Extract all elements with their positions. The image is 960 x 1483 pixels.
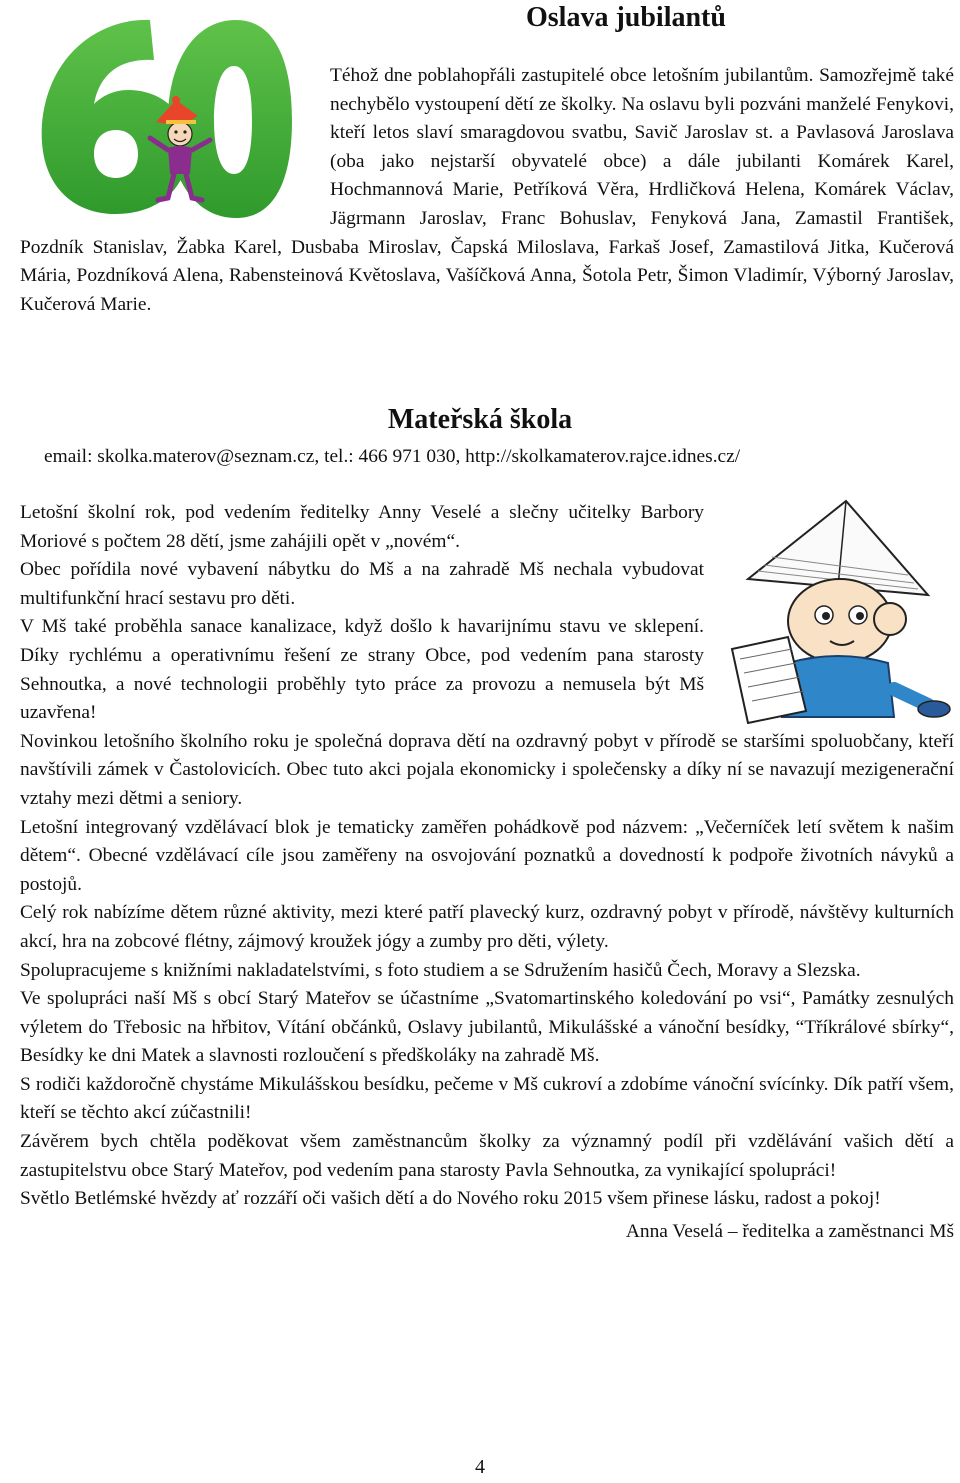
- paragraph-2: Obec pořídila nové vybavení nábytku do Mš a na zahradě Mš nechala vybudovat multifunkční hrací sestavu pro děti.: [20, 559, 704, 609]
- logo-float-spacer: [20, 62, 330, 232]
- boy-with-paper-hat-and-book-icon: [718, 499, 954, 724]
- paragraph-1: Letošní školní rok, pod vedením ředitelky Anny Veselé a slečny učitelky Barbory Moriové s počtem 28 dětí, jsme zahájili opět v „novém“.: [20, 502, 704, 552]
- paragraph-3: V Mš také proběhla sanace kanalizace, když došlo k havarijnímu stavu ve sklepení. Díky rychlému a operativnímu řešení ze strany Obce, pod vedením pana starosty Sehnoutka, a nové technologii proběhly tyto práce za provozu a nemusela být Mš uzavřena!: [20, 616, 704, 724]
- paragraph-9: S rodiči každoročně chystáme Mikulášskou besídku, pečeme v Mš cukroví a zdobíme vánoční svícínky. Dík patří všem, kteří se těchto akcí zúčastnili!: [20, 1073, 954, 1124]
- paragraph-10: Závěrem bych chtěla poděkovat všem zaměstnancům školky za významný podíl při vzdělávání vašich dětí a zastupitelstvu obce Starý Mateřov, pod vedením pana starosty Pavla Sehnoutka, za vynikající spolupráci!: [20, 1131, 954, 1181]
- paragraph-4: Novinkou letošního školního roku je společná doprava dětí na ozdravný pobyt v přírodě se staršími spoluobčany, kteří navštívili zámek v Častolovicích. Obec tuto akci pojala ekonomicky i společensky a díky ní se navazují mezigenerační vztahy mezi dětmi a seniory.: [20, 730, 954, 809]
- paragraph-8: Ve spolupráci naší Mš s obcí Starý Mateřov se účastníme „Svatomartinského koledování po vsi“, Památky zesnulých výletem do Třebosic na hřbitov, Vítání občánků, Oslavy jubilantů, Mikulášské a vánoční besídky, “Tříkrálové sbírky“, Besídky ke dni Matek a slavnosti rozloučení s předškoláky na zahradě Mš.: [20, 988, 954, 1067]
- section-title-jubilants: Oslava jubilantů: [526, 2, 726, 33]
- jubilants-paragraph: Téhož dne poblahopřáli zastupitelé obce letošním jubilantům. Samozřejmě také nechybělo vystoupení dětí ze školky. Na oslavu byli pozváni manželé Fenykovi, kteří letos slaví smaragdovou svatbu, Savič Jaroslav st. a Pavlasová Jaroslava (oba jako nejstarší obyvatelé obce) a dále jubilanti Komárek Karel, Hochmannová Marie, Petříková Věra, Hrdličková Helena, Komárek Václav, Jägrmann Jaroslav, Franc Bohuslav, Fenyková Jana, Zamastil František, Pozdník Stanislav, Žabka Karel, Dusbaba Miroslav, Čapská Miloslava, Farkaš Josef, Zamastilová Jitka, Kučerová Mária, Pozdníková Alena, Rabensteinová Květoslava, Vašíčková Anna, Šotola Petr, Šimon Vladimír, Výborný Jaroslav, Kučerová Marie.: [20, 62, 954, 319]
- paragraph-6: Celý rok nabízíme dětem různé aktivity, mezi které patří plavecký kurz, ozdravný pobyt v přírodě, návštěvy kulturních akcí, hra na zobcové flétny, zájmový kroužek jógy a zumby pro děti, výlety.: [20, 902, 954, 952]
- contact-line: email: skolka.materov@seznam.cz, tel.: 466 971 030, http://skolkamaterov.rajce.idnes.cz/: [44, 446, 741, 467]
- kindergarten-article: [20, 499, 954, 1246]
- paragraph-7: Spolupracujeme s knižními nakladatelstvími, s foto studiem a se Sdružením hasičů Čech, Moravy a Slezska.: [20, 959, 861, 981]
- paragraph-11: Světlo Betlémské hvězdy ať rozzáří oči vašich dětí a do Nového roku 2015 všem přinese lásku, radost a pokoj!: [20, 1188, 881, 1210]
- paragraph-5: Letošní integrovaný vzdělávací blok je tematicky zaměřen pohádkově pod názvem: „Večerníček letí světem k našim dětem“. Obecné vzdělávací cíle jsou zaměřeny na osvojování poznatků a dovedností k podpoře životních návyků a postojů.: [20, 816, 954, 895]
- signature: Anna Veselá – ředitelka a zaměstnanci Mš: [625, 1220, 954, 1242]
- page-number: 4: [475, 1456, 485, 1478]
- section-title-kindergarten: Mateřská škola: [387, 404, 573, 435]
